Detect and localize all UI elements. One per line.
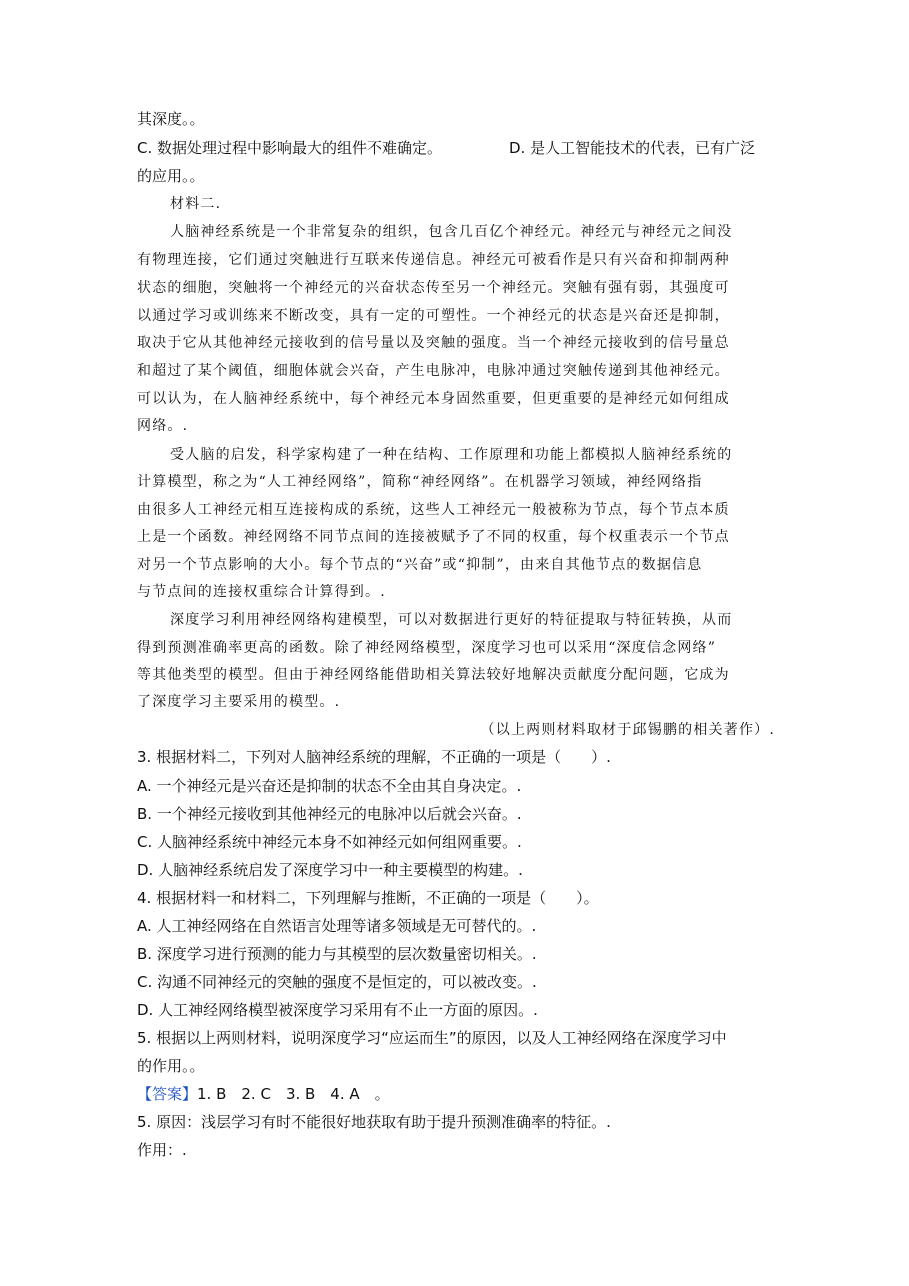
paragraph-line: 由很多人工神经元相互连接构成的系统，这些人工神经元一般被称为节点，每个节点本质 bbox=[137, 502, 730, 518]
paragraph-line: 人脑神经系统是一个非常复杂的组织，包含几百亿个神经元。神经元与神经元之间没 bbox=[170, 224, 733, 240]
q4-option-b: B. 深度学习进行预测的能力与其模型的层次数量密切相关。. bbox=[137, 945, 537, 963]
paragraph-line: 受人脑的启发，科学家构建了一种在结构、工作原理和功能上都模拟人脑神经系统的 bbox=[170, 447, 733, 463]
text-line: 其深度。。 bbox=[137, 110, 205, 128]
paragraph-line: 对另一个节点影响的大小。每个节点的“兴奋”或“抑制”，由来自其他节点的数据信息 bbox=[137, 557, 703, 573]
answer-line bbox=[137, 1084, 390, 1104]
paragraph-line: 取决于它从其他神经元接收到的信号量以及突触的强度。当一个神经元接收到的信号量总 bbox=[137, 335, 730, 351]
question-5-cont: 的作用。。 bbox=[137, 1057, 205, 1075]
q3-option-a: A. 一个神经元是兴奋还是抑制的状态不全由其自身决定。. bbox=[137, 777, 522, 795]
q3-option-b: B. 一个神经元接收到其他神经元的电脉冲以后就会兴奋。. bbox=[137, 805, 522, 823]
answer-text: 1. B 2. C 3. B 4. A 。 bbox=[197, 1085, 390, 1103]
q3-option-d: D. 人脑神经系统启发了深度学习中一种主要模型的构建。. bbox=[137, 861, 523, 879]
option-c: C. 数据处理过程中影响最大的组件不难确定。 bbox=[137, 139, 443, 157]
q4-option-c: C. 沟通不同神经元的突触的强度不是恒定的，可以被改变。. bbox=[137, 973, 537, 991]
q4-option-d: D. 人工神经网络模型被深度学习采用有不止一方面的原因。. bbox=[137, 1001, 538, 1019]
paragraph-line: 和超过了某个阈值，细胞体就会兴奋，产生电脉冲，电脉冲通过突触传递到其他神经元。 bbox=[137, 363, 730, 379]
paragraph-line: 可以认为，在人脑神经系统中，每个神经元本身固然重要，但更重要的是神经元如何组成 bbox=[137, 391, 730, 407]
text-line: 的应用。。 bbox=[137, 167, 205, 185]
q3-option-c: C. 人脑神经系统中神经元本身不如神经元如何组网重要。. bbox=[137, 833, 522, 851]
question-4: 4. 根据材料一和材料二，下列理解与推断，不正确的一项是（ ）。 bbox=[137, 889, 599, 907]
option-d: D. 是人工智能技术的代表，已有广泛 bbox=[509, 139, 756, 157]
paragraph-line: 上是一个函数。神经网络不同节点间的连接被赋予了不同的权重，每个权重表示一个节点 bbox=[137, 529, 730, 545]
question-3: 3. 根据材料二，下列对人脑神经系统的理解，不正确的一项是（ ）. bbox=[137, 748, 611, 766]
answer-5-reason: 5. 原因：浅层学习有时不能很好地获取有助于提升预测准确率的特征。. bbox=[137, 1113, 611, 1131]
paragraph-line: 与节点间的连接权重综合计算得到。. bbox=[137, 584, 386, 600]
paragraph-line: 深度学习利用神经网络构建模型，可以对数据进行更好的特征提取与特征转换，从而 bbox=[170, 612, 733, 628]
paragraph-line: 网络。. bbox=[137, 418, 189, 434]
paragraph-line: 得到预测准确率更高的函数。除了神经网络模型，深度学习也可以采用“深度信念网络” bbox=[137, 640, 717, 656]
q4-option-a: A. 人工神经网络在自然语言处理等诸多领域是无可替代的。. bbox=[137, 917, 537, 935]
question-5: 5. 根据以上两则材料，说明深度学习“应运而生”的原因，以及人工神经网络在深度学习中 bbox=[137, 1029, 727, 1047]
paragraph-line: 等其他类型的模型。但由于神经网络能借助相关算法较好地解决贡献度分配问题，它成为 bbox=[137, 667, 730, 683]
answer-5-use: 作用：. bbox=[137, 1141, 187, 1159]
paragraph-line: 了深度学习主要采用的模型。. bbox=[137, 694, 341, 710]
paragraph-line: 状态的细胞，突触将一个神经元的兴奋状态传至另一个神经元。突触有强有弱，其强度可 bbox=[137, 280, 730, 296]
source-note: （以上两则材料取材于邱锡鹏的相关著作）. bbox=[480, 722, 775, 738]
section-heading: 材料二. bbox=[170, 196, 222, 212]
paragraph-line: 有物理连接，它们通过突触进行互联来传递信息。神经元可被看作是只有兴奋和抑制两种 bbox=[137, 252, 730, 268]
answer-tag: 【答案】 bbox=[137, 1085, 198, 1103]
option-row bbox=[137, 138, 777, 158]
paragraph-line: 计算模型，称之为“人工神经网络”，简称“神经网络”。在机器学习领域，神经网络指 bbox=[137, 474, 703, 490]
paragraph-line: 以通过学习或训练来不断改变，具有一定的可塑性。一个神经元的状态是兴奋还是抑制， bbox=[137, 308, 730, 324]
